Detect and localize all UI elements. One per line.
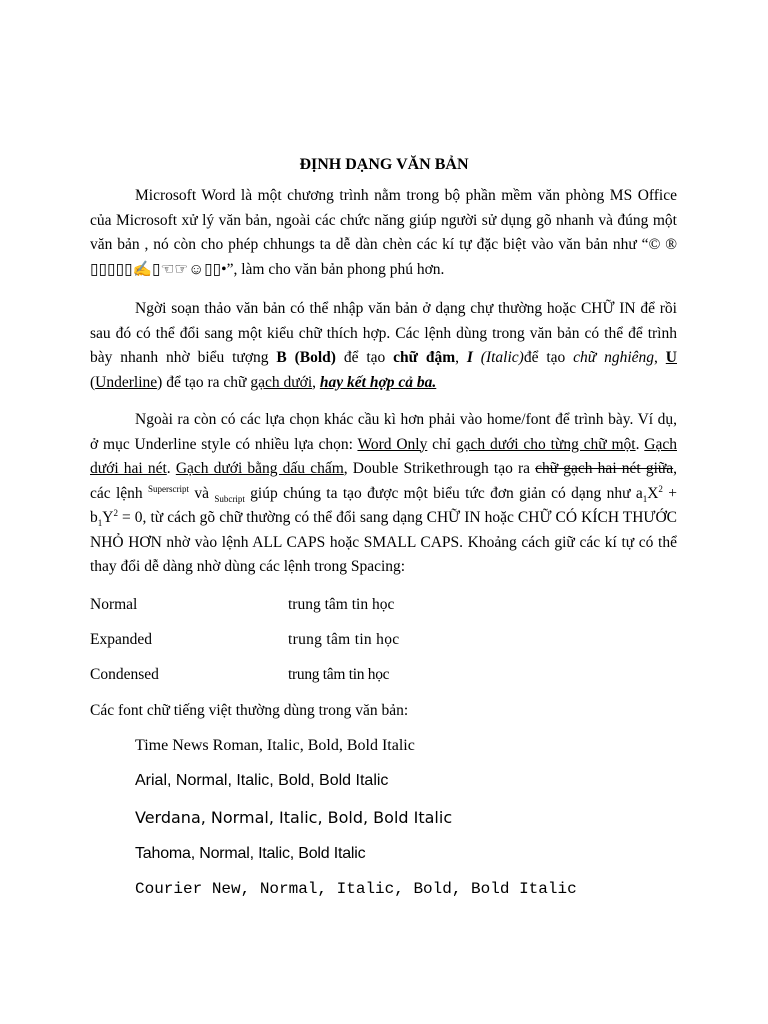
paragraph-intro	[90, 184, 677, 282]
para2-text: để tạo	[523, 349, 574, 366]
fonts-intro-text: Các font chữ tiếng việt thường dùng trong văn bản:	[90, 702, 409, 719]
font-sample-tahoma: Tahoma, Normal, Italic, Bold Italic	[135, 845, 366, 862]
underline-sample: gạch dưới	[250, 373, 313, 391]
para2-text: Ngời soạn thảo văn bản có thể nhập văn bản ở dạng chự thường hoặc CHỮ IN để rồi sau đó có thể đổi sang một kiểu chữ thích hợp. Các lệnh dùng trong văn bản có thể để trình bày nhanh nhờ biểu tượng	[90, 300, 677, 366]
special-symbols: © ® ▯▯▯▯▯✍▯☜☞☺▯▯•	[90, 236, 677, 278]
double-underline-sample: Gạch dưới hai nét	[90, 435, 677, 477]
para2-text: ,	[654, 349, 666, 366]
formula-sup: 2	[113, 507, 118, 518]
intro-text-end: ”, làm cho văn bản phong phú hơn.	[226, 260, 445, 278]
paragraph-advanced	[90, 408, 677, 580]
para3-text: .	[635, 435, 645, 453]
superscript-sample: Superscript	[148, 483, 190, 494]
para3-text: chỉ	[427, 435, 456, 453]
para3-text: = 0, từ cách gõ chữ thường có thể đổi sang dạng CHỮ IN hoặc CHỮ CÓ KÍCH THƯỚC NHỎ HƠN nhờ vào lệnh ALL CAPS hoặc SMALL CAPS. Khoảng cách giữ các kí tự có thể thay đổi dễ dàng nhờ dùng các lệnh trong Spacing:	[90, 509, 677, 575]
page-title: ĐỊNH DẠNG VĂN BẢN	[299, 156, 469, 173]
spacing-sample: trung tâm tin học	[288, 596, 395, 613]
para2-text: (	[90, 373, 96, 391]
spacing-label: Expanded	[90, 631, 152, 648]
font-sample-courier: Courier New, Normal, Italic, Bold, Bold Italic	[135, 880, 577, 898]
dotted-underline-sample: Gạch dưới bằng dấu chấm	[175, 460, 344, 477]
formula-sub: 1	[642, 493, 648, 504]
font-sample-verdana: Verdana, Normal, Italic, Bold, Bold Italic	[135, 808, 453, 827]
formula-text: X	[647, 484, 659, 502]
formula-sub: 1	[97, 518, 103, 529]
italic-sample: chữ nghiêng	[573, 349, 655, 366]
para3-text: và	[189, 484, 215, 502]
para3-text: , các lệnh	[90, 460, 678, 502]
italic-label: I	[466, 349, 473, 366]
subscript-sample: Subcript	[214, 493, 245, 504]
para2-text: ,	[455, 349, 467, 366]
strike-sample: chữ gạch hai nét giữa	[535, 460, 674, 477]
spacing-sample: trung tâm tin học	[288, 631, 400, 648]
spacing-row-expanded	[90, 629, 690, 651]
spacing-sample: trung tâm tin học	[288, 666, 390, 683]
bold-label: B (Bold)	[276, 349, 336, 366]
para3-text: .	[166, 460, 176, 477]
underline-label: U	[665, 349, 677, 366]
para2-text: ,	[312, 373, 320, 391]
spacing-row-normal	[90, 594, 690, 616]
para3-text: , Double Strikethrough tạo ra	[343, 460, 536, 477]
each-word-sample: gạch dưới cho từng chữ một	[455, 435, 636, 453]
combo-sample: hay kết hợp cả ba.	[319, 373, 437, 391]
para2-text: ) để tạo ra chữ	[157, 373, 251, 391]
spacing-row-condensed	[90, 664, 690, 686]
word-only-sample: Word Only	[357, 435, 428, 453]
para3-text: Ngoài ra còn có các lựa chọn khác cầu kì hơn phải vào home/font để trình bày. Ví dụ, ở mục Underline style có nhiều lựa chọn:	[90, 411, 677, 453]
formula-text: Y	[102, 509, 114, 526]
intro-text: Microsoft Word là một chương trình nằm trong bộ phần mềm văn phòng MS Office của Microsoft xử lý văn bản, ngoài các chức năng giúp người sử dụng gõ nhanh và đúng một văn bản , nó còn cho phép chhungs ta dễ dàn chèn các kí tự đặc biệt vào văn bản như “	[90, 187, 677, 253]
formula-text: + b	[90, 484, 677, 526]
font-sample-arial: Arial, Normal, Italic, Bold, Bold Italic	[135, 772, 389, 789]
para3-text: giúp chúng ta tạo được một biểu tức đơn giản có dạng như a	[244, 484, 643, 502]
font-sample-times: Time News Roman, Italic, Bold, Bold Italic	[135, 737, 415, 754]
spacing-label: Condensed	[90, 666, 159, 683]
paragraph-formatting	[90, 297, 677, 395]
formula-sup: 2	[658, 483, 663, 494]
spacing-label: Normal	[90, 596, 138, 613]
bold-sample: chữ đậm	[393, 349, 456, 366]
para2-text: để tạo	[335, 349, 394, 366]
italic-paren: (Italic)	[472, 349, 524, 366]
fonts-intro	[90, 700, 690, 722]
underline-word: Underline	[95, 373, 158, 391]
